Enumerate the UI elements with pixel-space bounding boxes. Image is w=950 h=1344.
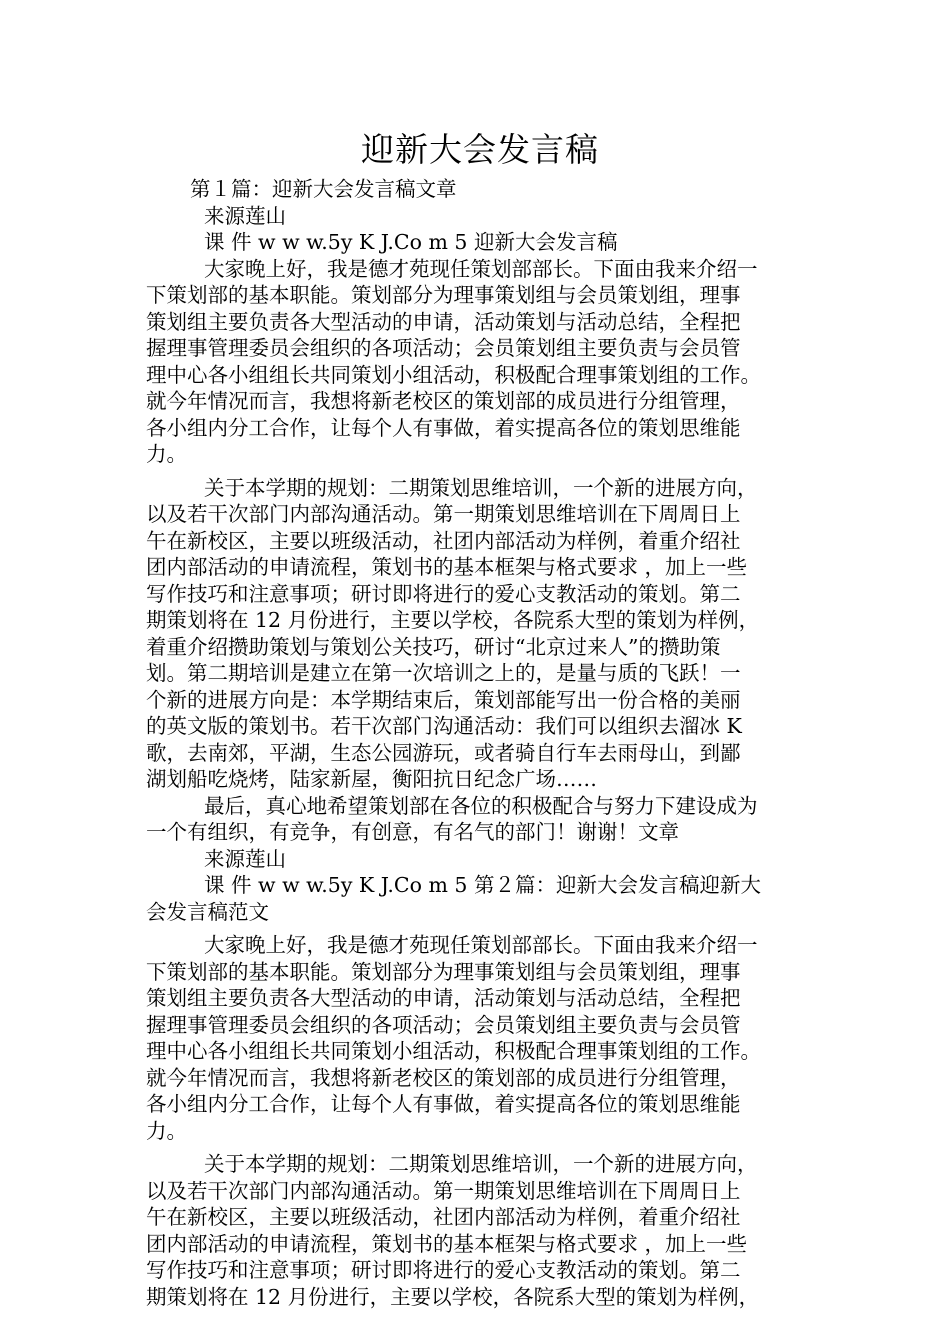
text-line: 以及若干次部门内部沟通活动。第一期策划思维培训在下周周日上: [146, 502, 741, 526]
text-line: 期策划将在 12 月份进行，主要以学校，各院系大型的策划为样例，: [146, 608, 760, 632]
text-line: 大家晚上好，我是德才苑现任策划部部长。下面由我来介绍一: [204, 256, 758, 281]
text-line: 午在新校区，主要以班级活动，社团内部活动为样例，着重介绍社: [146, 528, 741, 553]
text-line: 课 件 w w w.5y K J.Co m 5 第２篇：迎新大会发言稿迎新大: [204, 873, 761, 897]
text-line: 握理事管理委员会组织的各项活动；会员策划组主要负责与会员管: [146, 336, 741, 360]
text-line: 就今年情况而言，我想将新老校区的策划部的成员进行分组管理，: [146, 1065, 741, 1090]
text-line: 握理事管理委员会组织的各项活动；会员策划组主要负责与会员管: [146, 1012, 741, 1037]
text-line: 策划组主要负责各大型活动的申请，活动策划与活动总结，全程把: [146, 309, 741, 334]
text-line: 最后，真心地希望策划部在各位的积极配合与努力下建设成为: [204, 793, 758, 818]
text-line: 力。: [146, 442, 187, 466]
text-line: 各小组内分工合作，让每个人有事做，着实提高各位的策划思维能: [146, 1092, 741, 1116]
text-line: 一个有组织，有竞争，有创意，有名气的部门！谢谢！文章: [146, 820, 679, 844]
text-line: 团内部活动的申请流程，策划书的基本框架与格式要求 ，加上一些: [146, 555, 748, 579]
text-line: 关于本学期的规划：二期策划思维培训，一个新的进展方向，: [204, 1152, 758, 1176]
text-line: 的英文版的策划书。若干次部门沟通活动：我们可以组织去溜冰 K: [146, 714, 742, 738]
text-line: 划。第二期培训是建立在第一次培训之上的，是量与质的飞跃！一: [146, 661, 741, 685]
text-line: 理中心各小组组长共同策划小组活动，积极配合理事策划组的工作。: [146, 362, 761, 387]
text-line: 策划组主要负责各大型活动的申请，活动策划与活动总结，全程把: [146, 986, 741, 1010]
document-title: 迎新大会发言稿: [361, 130, 599, 169]
text-line: 大家晚上好，我是德才苑现任策划部部长。下面由我来介绍一: [204, 933, 758, 957]
text-line: 以及若干次部门内部沟通活动。第一期策划思维培训在下周周日上: [146, 1178, 741, 1203]
text-line: 来源莲山: [204, 203, 286, 228]
text-line: 午在新校区，主要以班级活动，社团内部活动为样例，着重介绍社: [146, 1205, 741, 1229]
text-line: 第１篇：迎新大会发言稿文章: [190, 177, 457, 201]
text-line: 湖划船吃烧烤，陆家新屋，衡阳抗日纪念广场……: [146, 767, 597, 791]
text-line: 团内部活动的申请流程，策划书的基本框架与格式要求 ，加上一些: [146, 1231, 748, 1256]
text-line: 就今年情况而言，我想将新老校区的策划部的成员进行分组管理，: [146, 389, 741, 413]
text-line: 写作技巧和注意事项；研讨即将进行的爱心支教活动的策划。第二: [146, 581, 741, 606]
text-line: 理中心各小组组长共同策划小组活动，积极配合理事策划组的工作。: [146, 1039, 761, 1063]
text-line: 个新的进展方向是：本学期结束后，策划部能写出一份合格的美丽: [146, 687, 741, 712]
text-line: 着重介绍攒助策划与策划公关技巧，研讨“北京过来人”的攒助策: [146, 634, 721, 659]
text-line: 关于本学期的规划：二期策划思维培训，一个新的进展方向，: [204, 475, 758, 500]
text-line: 来源莲山: [204, 846, 286, 871]
text-line: 下策划部的基本职能。策划部分为理事策划组与会员策划组，理事: [146, 959, 741, 984]
text-line: 下策划部的基本职能。策划部分为理事策划组与会员策划组，理事: [146, 283, 741, 307]
text-line: 课 件 w w w.5y K J.Co m 5 迎新大会发言稿: [204, 230, 618, 254]
text-line: 各小组内分工合作，让每个人有事做，着实提高各位的策划思维能: [146, 415, 741, 440]
text-line: 期策划将在 12 月份进行，主要以学校，各院系大型的策划为样例，: [146, 1284, 760, 1309]
text-line: 歌，去南郊，平湖，生态公园游玩，或者骑自行车去雨母山，到鄙: [146, 740, 741, 765]
text-line: 会发言稿范文: [146, 899, 269, 924]
document-body: [146, 176, 814, 1310]
text-line: 力。: [146, 1118, 187, 1143]
text-line: 写作技巧和注意事项；研讨即将进行的爱心支教活动的策划。第二: [146, 1258, 741, 1282]
document-page: [146, 126, 814, 1310]
